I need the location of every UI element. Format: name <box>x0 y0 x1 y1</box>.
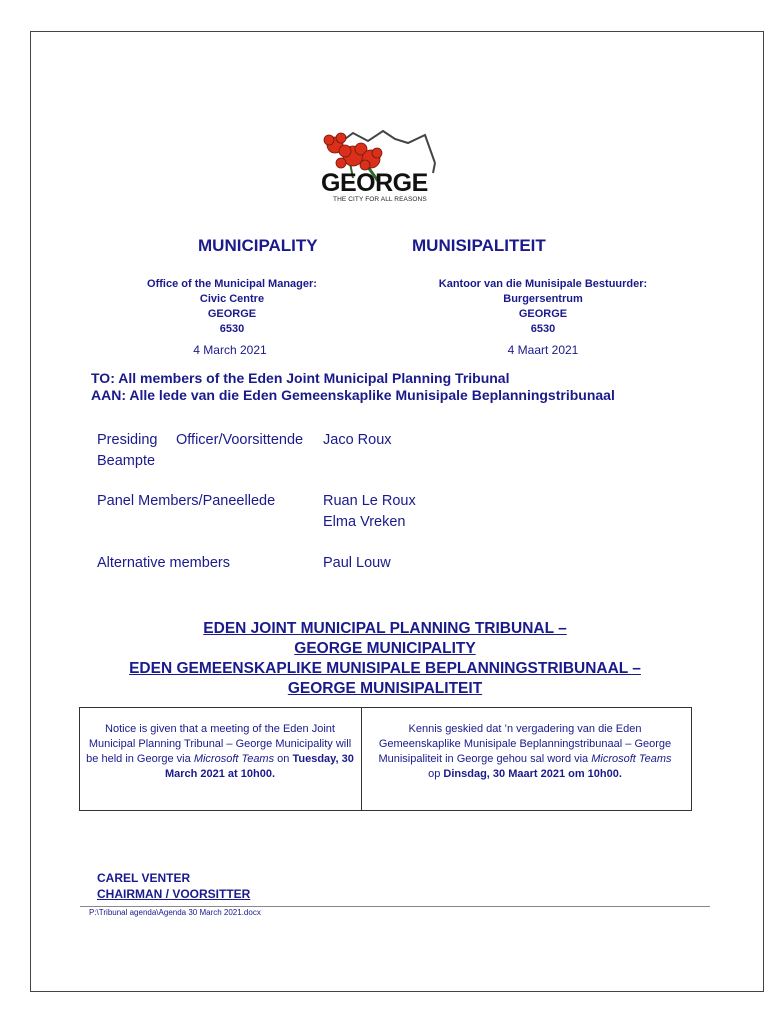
george-logo <box>313 123 441 209</box>
title-line: GEORGE MUNICIPALITY <box>294 640 476 657</box>
title-line: GEORGE MUNISIPALITEIT <box>287 680 483 697</box>
office-line: GEORGE <box>207 308 257 320</box>
tribunal-title <box>40 619 730 699</box>
footer-file-path: P:\Tribunal agenda\Agenda 30 March 2021.docx <box>89 908 261 917</box>
member-name: Elma Vreken <box>323 514 406 530</box>
date-english: 4 March 2021 <box>193 343 267 357</box>
office-line: Kantoor van die Munisipale Bestuurder: <box>438 278 648 290</box>
notice-af-text: Kennis geskied dat ’n vergadering van die Eden Gemeenskaplike Munisipale Beplanningstribunaal – George Munisipaliteit in George gehou sal word via <box>378 723 672 765</box>
member-name: Ruan Le Roux <box>323 493 416 509</box>
notice-af-date: Dinsdag, 30 Maart 2021 om 10h00. <box>443 768 622 780</box>
notice-english <box>86 722 354 782</box>
office-line: 6530 <box>219 323 245 335</box>
notice-en-on: on <box>277 753 290 765</box>
presiding-label <box>97 430 157 451</box>
members-label: Panel Members/Paneellede <box>97 493 276 509</box>
municipality-heading: MUNICIPALITY <box>198 236 318 255</box>
notice-en-text: Notice is given that a meeting of the Eden Joint Municipal Planning Tribunal – George Municipality will be held in George via <box>86 723 352 765</box>
presiding-label-3: Beampte <box>97 453 156 469</box>
office-line: Civic Centre <box>199 293 265 305</box>
notice-en-date: Tuesday, 30 March 2021 at 10h00. <box>164 753 354 780</box>
title-line: EDEN GEMEENSKAPLIKE MUNISIPALE BEPLANNINGSTRIBUNAAL – <box>129 660 641 677</box>
addressee-to: TO: All members of the Eden Joint Municipal Planning Tribunal <box>91 370 510 386</box>
munisipaliteit-heading: MUNISIPALITEIT <box>412 236 546 255</box>
logo-tagline: THE CITY FOR ALL REASONS <box>333 196 427 203</box>
signatory-title: CHAIRMAN / VOORSITTER <box>97 887 251 901</box>
footer-rule <box>80 906 710 907</box>
notice-divider <box>361 708 362 811</box>
office-line: Burgersentrum <box>503 293 583 305</box>
addressee-aan: AAN: Alle lede van die Eden Gemeenskaplike Munisipale Beplanningstribunaal <box>91 387 615 403</box>
notice-af-op: op <box>428 768 441 780</box>
office-afrikaans <box>416 277 670 337</box>
title-line: EDEN JOINT MUNICIPAL PLANNING TRIBUNAL – <box>203 620 567 637</box>
alternative-name: Paul Louw <box>323 555 391 571</box>
notice-afrikaans <box>375 722 675 782</box>
office-english <box>120 277 344 337</box>
notice-af-teams: Microsoft Teams <box>591 753 672 765</box>
signatory-name: CAREL VENTER <box>97 871 191 885</box>
notice-en-teams: Microsoft Teams <box>193 753 275 765</box>
presiding-name: Jaco Roux <box>323 432 392 448</box>
office-line: GEORGE <box>518 308 568 320</box>
office-line: 6530 <box>530 323 556 335</box>
presiding-label-word: Presiding <box>97 432 158 448</box>
notice-table <box>79 707 692 811</box>
alternative-label: Alternative members <box>97 555 230 571</box>
office-line: Office of the Municipal Manager: <box>147 278 317 290</box>
date-afrikaans: 4 Maart 2021 <box>507 343 579 357</box>
presiding-label-2: Officer/Voorsittende <box>176 432 304 448</box>
logo-wordmark: GEORGE <box>321 169 428 197</box>
